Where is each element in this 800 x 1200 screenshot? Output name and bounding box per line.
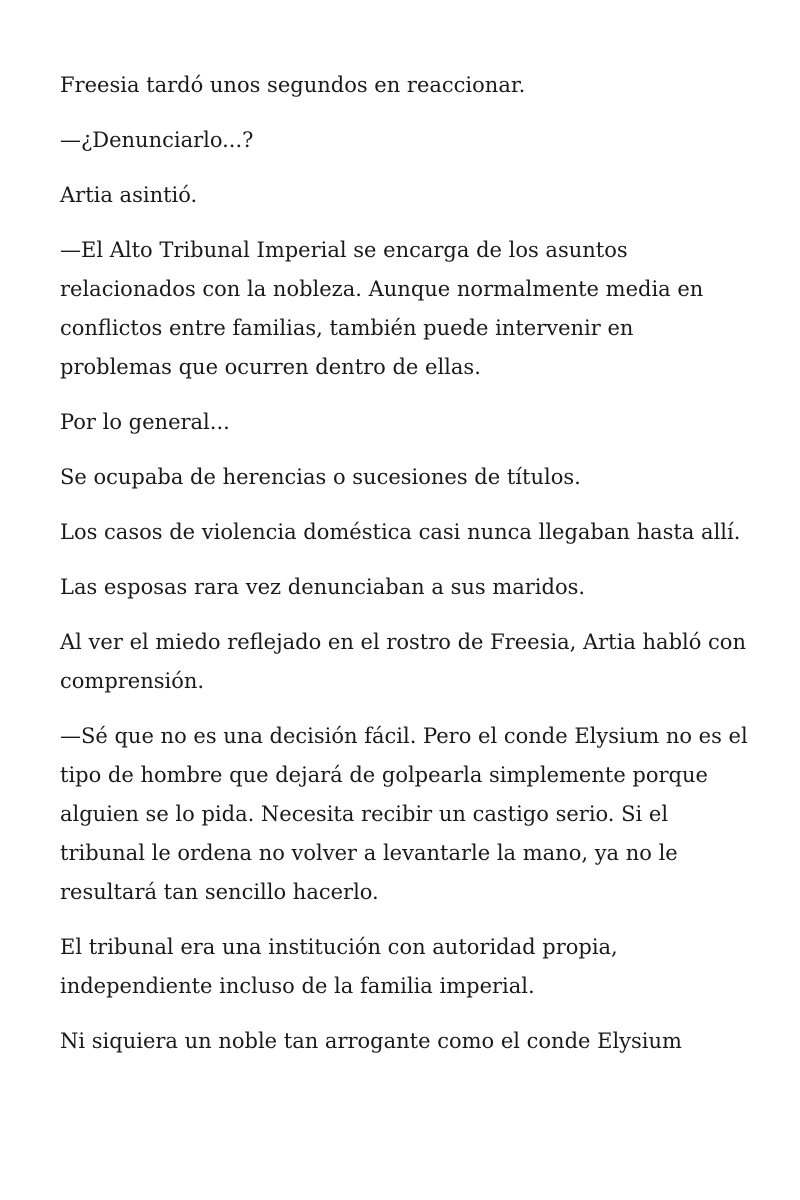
paragraph: Los casos de violencia doméstica casi nunca llegaban hasta allí. (60, 520, 741, 544)
paragraph: Artia asintió. (60, 183, 198, 207)
paragraph: —Sé que no es una decisión fácil. Pero el conde Elysium no es el tipo de hombre que dejará de golpearla simplemente porque alguien se lo pida. Necesita recibir un castigo serio. Si el tribunal le ordena no volver a levantarle la mano, ya no le resultará tan sencillo hacerlo. (60, 724, 748, 904)
paragraph: Al ver el miedo reflejado en el rostro de Freesia, Artia habló con comprensión. (60, 630, 746, 693)
paragraph: Por lo general... (60, 410, 230, 434)
document-body (60, 66, 750, 1077)
paragraph: Freesia tardó unos segundos en reaccionar. (60, 73, 526, 97)
paragraph: Se ocupaba de herencias o sucesiones de títulos. (60, 465, 581, 489)
paragraph: —El Alto Tribunal Imperial se encarga de los asuntos relacionados con la nobleza. Aunque normalmente media en conflictos entre familias, también puede intervenir en problemas que ocurren dentro de ellas. (60, 238, 704, 379)
paragraph: El tribunal era una institución con autoridad propia, independiente incluso de la familia imperial. (60, 935, 618, 998)
paragraph: Ni siquiera un noble tan arrogante como el conde Elysium (60, 1029, 682, 1053)
paragraph: —¿Denunciarlo...? (60, 128, 254, 152)
paragraph: Las esposas rara vez denunciaban a sus maridos. (60, 575, 586, 599)
